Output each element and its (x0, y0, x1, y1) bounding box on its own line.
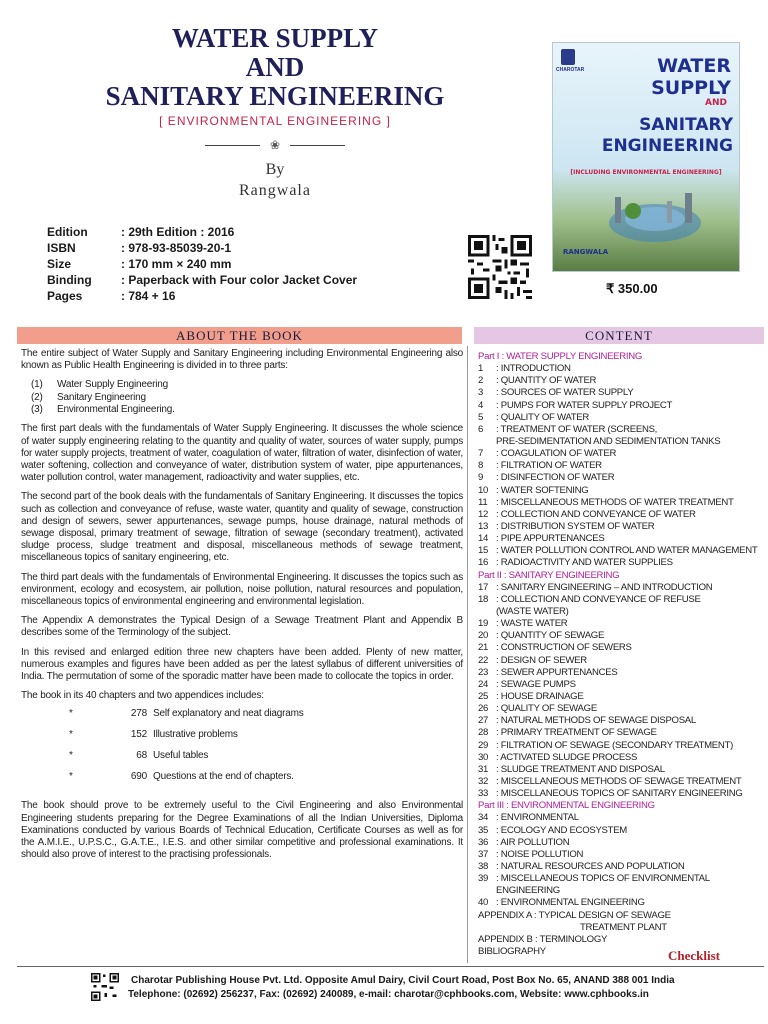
chapter-entry (478, 788, 763, 800)
chapter-number: 8 (478, 460, 484, 472)
chapter-number: 12 (478, 508, 489, 520)
chapter-title-continued: ENGINEERING (496, 885, 560, 897)
chapter-entry (478, 849, 763, 861)
chapter-entry (478, 509, 763, 521)
water-drop-illustration-icon (595, 189, 715, 244)
chapter-entry (478, 424, 763, 448)
chapter-title: : QUANTITY OF SEWAGE (496, 630, 605, 642)
book-cover-image (552, 42, 740, 272)
content-heading: CONTENT (474, 327, 764, 344)
chapter-number: 14 (478, 533, 489, 545)
stat-count: 68 (136, 750, 147, 762)
chapter-number: 33 (478, 788, 489, 800)
chapter-number: 29 (478, 739, 489, 751)
chapter-number: 37 (478, 848, 489, 860)
detail-value: : 978-93-85039-20-1 (121, 241, 232, 255)
cover-author: RANGWALA (563, 248, 609, 256)
chapter-title: : PRIMARY TREATMENT OF SEWAGE (496, 727, 657, 739)
part-heading: Part III : ENVIRONMENTAL ENGINEERING (478, 800, 655, 812)
stat-count: 690 (130, 771, 147, 783)
chapter-title: : WATER POLLUTION CONTROL AND WATER MANAGEMENT (496, 545, 758, 557)
stat-text: Self explanatory and neat diagrams (153, 708, 304, 720)
book-details (47, 224, 357, 304)
chapter-title: : NATURAL RESOURCES AND POPULATION (496, 860, 685, 872)
detail-label: Edition (47, 225, 88, 239)
appendix-entry-continued: TREATMENT PLANT (580, 921, 667, 933)
appendix-entry: APPENDIX B : TERMINOLOGY (478, 933, 608, 945)
chapter-number: 28 (478, 727, 489, 739)
about-book-heading: ABOUT THE BOOK (17, 327, 462, 344)
stat-count: 278 (130, 708, 147, 720)
chapter-title: : ACTIVATED SLUDGE PROCESS (496, 751, 638, 763)
chapter-entry (478, 545, 763, 557)
chapter-title: : ENVIRONMENTAL ENGINEERING (496, 897, 645, 909)
flower-ornament-icon: ❀ (269, 138, 281, 152)
divider-line-left (205, 145, 260, 146)
chapter-entry (478, 691, 763, 703)
list-number: (2) (31, 391, 43, 403)
chapter-entry (478, 363, 763, 375)
chapter-title: : WATER SOFTENING (496, 484, 589, 496)
chapter-entry (478, 594, 763, 618)
chapter-entry (478, 752, 763, 764)
chapter-number: 25 (478, 690, 489, 702)
chapter-title: : HOUSE DRAINAGE (496, 690, 584, 702)
bullet-icon: * (69, 771, 73, 783)
chapter-title: : DISINFECTION OF WATER (496, 472, 615, 484)
chapter-title: : INTRODUCTION (496, 363, 571, 375)
bullet-icon: * (69, 708, 73, 720)
chapter-title: : COLLECTION AND CONVEYANCE OF WATER (496, 508, 696, 520)
chapter-entry (478, 655, 763, 667)
chapter-number: 20 (478, 630, 489, 642)
chapter-entry (478, 618, 763, 630)
chapter-title: : FILTRATION OF WATER (496, 460, 602, 472)
about-paragraph: In this revised and enlarged edition three new chapters have been added. Plenty of new matter, numerous examples and figures have been added as per the latest syllabus of different universities of India. The permutation of some of the sporadic matter have been made to collocate the topics in order. (21, 646, 463, 682)
chapter-entry (478, 667, 763, 679)
detail-label: ISBN (47, 241, 76, 255)
chapter-title: : MISCELLANEOUS TOPICS OF SANITARY ENGINEERING (496, 788, 743, 800)
chapter-number: 10 (478, 484, 489, 496)
chapter-title: : CONSTRUCTION OF SEWERS (496, 642, 632, 654)
cover-title-line: ENGINEERING (601, 136, 733, 156)
chapter-entry (478, 533, 763, 545)
chapter-entry (478, 642, 763, 654)
chapter-number: 23 (478, 666, 489, 678)
chapter-title: : SEWER APPURTENANCES (496, 666, 618, 678)
chapter-number: 9 (478, 472, 484, 484)
chapter-number: 31 (478, 763, 489, 775)
chapter-title: : NOISE POLLUTION (496, 848, 584, 860)
column-divider (467, 346, 468, 963)
chapter-number: 35 (478, 824, 489, 836)
bullet-icon: * (69, 750, 73, 762)
stat-text: Useful tables (153, 750, 209, 762)
list-number: (1) (31, 379, 43, 391)
publisher-logo-icon (561, 49, 575, 65)
cover-title-line: WATER (657, 55, 731, 77)
list-item (21, 379, 463, 391)
chapter-number: 6 (478, 423, 484, 435)
stat-text: Illustrative problems (153, 729, 238, 741)
chapter-entry (478, 521, 763, 533)
chapter-title: : QUALITY OF WATER (496, 411, 590, 423)
chapter-entry (478, 400, 763, 412)
chapter-title: : FILTRATION OF SEWAGE (SECONDARY TREATMENT) (496, 739, 733, 751)
about-paragraph: The book in its 40 chapters and two appendices includes: (21, 690, 264, 702)
chapter-title: : DESIGN OF SEWER (496, 654, 587, 666)
chapter-entry (478, 679, 763, 691)
author-name: Rangwala (239, 182, 311, 199)
chapter-title: : AIR POLLUTION (496, 836, 570, 848)
chapter-title: : COAGULATION OF WATER (496, 448, 617, 460)
chapter-title: : SOURCES OF WATER SUPPLY (496, 387, 634, 399)
chapter-entry (478, 497, 763, 509)
bullet-icon: * (69, 729, 73, 741)
chapter-entry (478, 873, 763, 897)
chapter-number: 26 (478, 703, 489, 715)
detail-row-pages (47, 288, 357, 304)
cover-title-line: AND (705, 98, 727, 108)
publisher-address: Charotar Publishing House Pvt. Ltd. Opposite Amul Dairy, Civil Court Road, Post Box No. 65, ANAND 388 001 India (131, 975, 675, 986)
stat-text: Questions at the end of chapters. (153, 771, 294, 783)
chapter-entry (478, 472, 763, 484)
detail-row-size (47, 256, 357, 272)
chapter-entry (478, 485, 763, 497)
detail-value: : 29th Edition : 2016 (121, 225, 235, 239)
chapter-entry (478, 630, 763, 642)
chapter-title: : MISCELLANEOUS METHODS OF SEWAGE TREATMENT (496, 775, 742, 787)
chapter-number: 15 (478, 545, 489, 557)
chapter-entry (478, 740, 763, 752)
qr-code-icon (91, 973, 119, 1001)
chapter-title: : SEWAGE PUMPS (496, 678, 576, 690)
chapter-title-continued: (WASTE WATER) (496, 605, 569, 617)
chapter-entry (478, 727, 763, 739)
chapter-number: 2 (478, 375, 484, 387)
bibliography-entry: BIBLIOGRAPHY (478, 945, 546, 957)
chapter-list (478, 582, 763, 801)
chapter-number: 38 (478, 860, 489, 872)
about-paragraph: The third part deals with the fundamentals of Environmental Engineering. It discusses the topics such as environment, ecology and ecosystem, air pollution, noise pollution, natural resources and population, miscellaneous topics of environmental engineering and environmental legislation. (21, 571, 463, 607)
chapter-number: 3 (478, 387, 484, 399)
chapter-number: 17 (478, 581, 489, 593)
chapter-title-continued: PRE-SEDIMENTATION AND SEDIMENTATION TANKS (496, 436, 721, 447)
chapter-number: 30 (478, 751, 489, 763)
chapter-number: 34 (478, 812, 489, 824)
publisher-contact: Telephone: (02692) 256237, Fax: (02692) 240089, e-mail: charotar@cphbooks.com, Website: www.cphbooks.in (128, 989, 649, 1000)
chapter-entry (478, 557, 763, 569)
list-number: (3) (31, 404, 43, 415)
list-item (21, 392, 463, 404)
list-item (21, 404, 463, 416)
chapter-entry (478, 837, 763, 849)
detail-label: Binding (47, 273, 92, 287)
chapter-number: 39 (478, 873, 489, 885)
stat-count: 152 (130, 729, 147, 741)
chapter-entry (478, 764, 763, 776)
book-subtitle: [ ENVIRONMENTAL ENGINEERING ] (159, 114, 391, 128)
chapter-title: : RADIOACTIVITY AND WATER SUPPLIES (496, 557, 673, 569)
chapter-title: : NATURAL METHODS OF SEWAGE DISPOSAL (496, 715, 696, 727)
chapter-number: 18 (478, 593, 489, 605)
qr-code-icon (468, 235, 532, 299)
chapter-number: 22 (478, 654, 489, 666)
chapter-entry (478, 387, 763, 399)
chapter-entry (478, 776, 763, 788)
chapter-title: : WASTE WATER (496, 618, 568, 630)
part-heading: Part I : WATER SUPPLY ENGINEERING (478, 351, 643, 362)
chapter-entry (478, 825, 763, 837)
title-line-1: WATER SUPPLY (171, 23, 379, 53)
detail-value: : 170 mm × 240 mm (121, 257, 232, 271)
footer-divider (17, 966, 764, 967)
stat-item (21, 729, 463, 750)
about-paragraph: The first part deals with the fundamentals of Water Supply Engineering. It discusses the whole science of water supply engineering relating to the quantity and quality of water, sources of water supply, pumps for water supply projects, treatment of water, coagulation of water, filtration of water, disinfection of water, water softening, collection and conveyance of water, distribution system of water, pipe appurtenances, water pollution control, water management, radioactivity and water supplies, etc. (21, 423, 463, 484)
chapter-title: : PUMPS FOR WATER SUPPLY PROJECT (496, 399, 673, 411)
chapter-number: 36 (478, 836, 489, 848)
chapter-entry (478, 812, 763, 824)
chapter-entry (478, 460, 763, 472)
detail-row-binding (47, 272, 357, 288)
about-book-text (21, 348, 463, 868)
about-intro: The entire subject of Water Supply and Sanitary Engineering including Environmental Engineering also known as Public Health Engineering is divided in to three parts: (21, 348, 463, 372)
detail-value: : Paperback with Four color Jacket Cover (121, 273, 358, 287)
detail-value: : 784 + 16 (121, 289, 176, 303)
chapter-title: : SLUDGE TREATMENT AND DISPOSAL (496, 763, 665, 775)
chapter-title: : TREATMENT OF WATER (SCREENS, (496, 423, 658, 435)
book-title (60, 24, 490, 111)
appendix-entry: APPENDIX A : TYPICAL DESIGN OF SEWAGE (478, 909, 671, 921)
chapter-entry (478, 448, 763, 460)
chapter-list (478, 812, 763, 909)
stat-item (21, 771, 463, 792)
list-text: Water Supply Engineering (57, 379, 169, 391)
detail-row-edition (47, 224, 357, 240)
cover-title-line: SUPPLY (651, 77, 731, 99)
chapter-title: : MISCELLANEOUS TOPICS OF ENVIRONMENTAL (496, 873, 710, 885)
parts-list (21, 379, 463, 416)
ornament-divider (205, 137, 345, 153)
chapter-title: : DISTRIBUTION SYSTEM OF WATER (496, 520, 655, 532)
about-paragraph: The second part of the book deals with the fundamentals of Sanitary Engineering. It discusses the topics such as collection and conveyance of refuse, waste water, quantity and quality of sewage, construction and design of sewers, sewer appurtenances, sewage pumps, house drainage, natural methods of sewage disposal, primary treatment of sewage, filtration of sewage (secondary treatment), activated sludge process, sludge treatment and disposal, miscellaneous methods of sewage treatment, miscellaneous topics of sanitary engineering, etc. (21, 491, 463, 564)
chapter-number: 21 (478, 642, 489, 654)
chapter-number: 24 (478, 678, 489, 690)
title-line-3: SANITARY ENGINEERING (105, 81, 445, 111)
list-text: Environmental Engineering. (57, 404, 175, 415)
chapter-entry (478, 703, 763, 715)
about-paragraph: The Appendix A demonstrates the Typical Design of a Sewage Treatment Plant and Appendix B describes some of the Terminology of the subject. (21, 615, 463, 639)
title-line-2: AND (245, 52, 305, 82)
chapter-title: : QUALITY OF SEWAGE (496, 703, 597, 715)
detail-row-isbn (47, 240, 357, 256)
chapter-number: 19 (478, 618, 489, 630)
stat-item (21, 708, 463, 729)
chapter-title: : COLLECTION AND CONVEYANCE OF REFUSE (496, 593, 701, 605)
chapter-number: 5 (478, 411, 484, 423)
price: ₹ 350.00 (606, 281, 658, 296)
chapter-number: 1 (478, 363, 484, 375)
chapter-number: 7 (478, 448, 484, 460)
chapter-number: 27 (478, 715, 489, 727)
chapter-number: 16 (478, 557, 489, 569)
chapter-title: : ECOLOGY AND ECOSYSTEM (496, 824, 628, 836)
chapter-entry (478, 412, 763, 424)
chapter-title: : PIPE APPURTENANCES (496, 533, 605, 545)
chapter-list (478, 363, 763, 569)
chapter-entry (478, 715, 763, 727)
by-label: By (265, 161, 285, 178)
chapter-number: 40 (478, 897, 489, 909)
chapter-entry (478, 861, 763, 873)
chapter-entry (478, 897, 763, 909)
detail-label: Pages (47, 289, 83, 303)
chapter-title: : MISCELLANEOUS METHODS OF WATER TREATMENT (496, 496, 734, 508)
chapter-entry (478, 375, 763, 387)
chapter-number: 11 (478, 496, 488, 508)
cover-brand: CHAROTAR (556, 67, 585, 73)
table-of-contents (478, 351, 763, 958)
list-text: Sanitary Engineering (57, 391, 146, 403)
detail-label: Size (47, 257, 72, 271)
chapter-entry (478, 582, 763, 594)
chapter-title: : ENVIRONMENTAL (496, 812, 579, 824)
part-heading: Part II : SANITARY ENGINEERING (478, 569, 620, 581)
stat-item (21, 750, 463, 771)
chapter-title: : SANITARY ENGINEERING – AND INTRODUCTION (496, 581, 713, 593)
divider-line-right (290, 145, 345, 146)
cover-subtitle: [INCLUDING ENVIRONMENTAL ENGINEERING] (570, 169, 722, 176)
chapter-number: 4 (478, 399, 484, 411)
chapter-number: 32 (478, 775, 489, 787)
about-paragraph: The book should prove to be extremely useful to the Civil Engineering and also Environmental Engineering students preparing for the Degree Examinations of all the Indian Universities, Diploma Examinations conducted by various Boards of Technical Education, Certificate Courses as well as for the A.M.I.E., U.P.S.C., G.A.T.E., I.E.S. and other similar competitive and professional examinations. It should also prove of interest to the practising professionals. (21, 800, 463, 861)
checklist-link[interactable]: Checklist (668, 948, 720, 963)
chapter-title: : QUANTITY OF WATER (496, 375, 597, 387)
chapter-number: 13 (478, 520, 489, 532)
cover-title-line: SANITARY (639, 115, 733, 135)
stats-list (21, 708, 463, 792)
